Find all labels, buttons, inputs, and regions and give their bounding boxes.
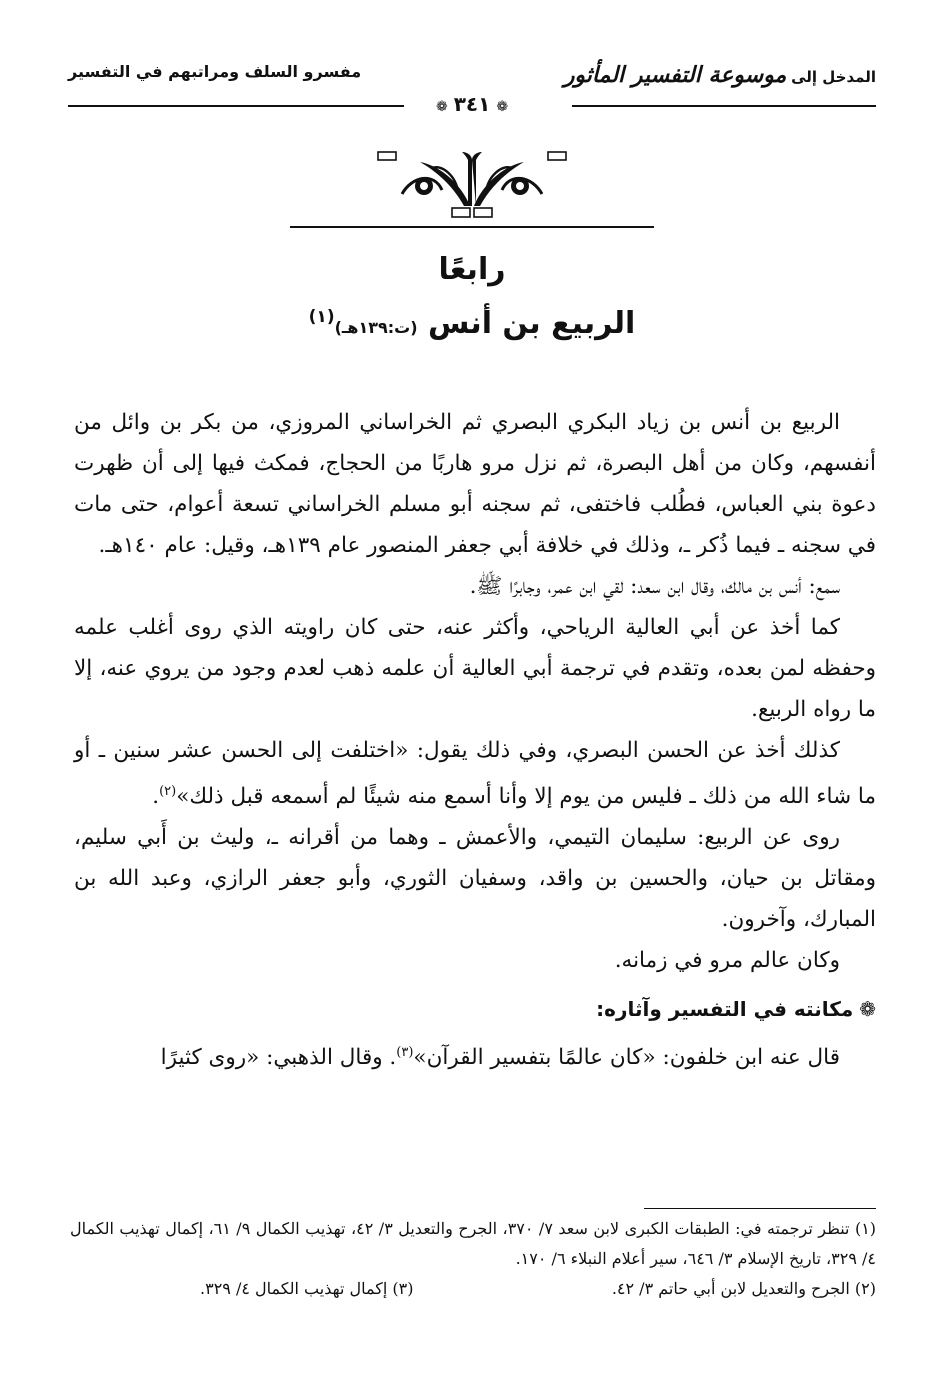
section-ornament-icon xyxy=(372,146,572,220)
paragraph-hasan-end: . xyxy=(152,784,160,810)
running-header-book xyxy=(564,62,876,88)
book-label: المدخل إلى xyxy=(791,68,876,86)
paragraph-biography: الربيع بن أنس بن زياد البكري البصري ثم الخراساني المروزي، من بكر بن وائل من أنفسهم، وكان من أهل البصرة، ثم نزل مرو هاربًا من الحجاج، فمكث فيها إلى أن ظهرت دعوة بني العباس، فطُلب فاختفى، ثم سجنه أبو مسلم الخراساني تسعة أعوام، حتى مات في سجنه ـ فيما ذُكر ـ، وذلك في خلافة أبي جعفر المنصور عام ١٣٩هـ، وقيل: عام ١٤٠هـ. xyxy=(74,410,876,558)
page-number-ornament-icon: ❁ xyxy=(435,99,448,115)
section-title: رابعًا xyxy=(438,252,506,287)
running-header-chapter: مفسرو السلف ومراتبهم في التفسير xyxy=(68,62,362,81)
paragraph-tafsir-b: . وقال الذهبي: «روى كثيرًا xyxy=(160,1045,397,1071)
person-death-date: (ت:١٣٩هـ) xyxy=(334,318,418,337)
header-rule-left xyxy=(68,105,404,107)
header-rule xyxy=(68,94,876,118)
footnote-ref-3[interactable]: (٣) xyxy=(396,1045,414,1061)
footnotes xyxy=(70,1214,876,1304)
subsection-title: مكانته في التفسير وآثاره: xyxy=(596,997,854,1022)
paragraph-students: روى عن الربيع: سليمان التيمي، والأعمش ـ وهما من أقرانه ـ، وليث بن أَبي سليم، ومقاتل بن حيان، والحسين بن واقد، وسفيان الثوري، وأبو جعفر الرازي، وعبد الله بن المبارك، وآخرون. xyxy=(74,825,876,933)
page-number-ornament-icon: ❁ xyxy=(496,99,509,115)
paragraph-hasan-text: كذلك أخذ عن الحسن البصري، وفي ذلك يقول: «اختلفت إلى الحسن عشر سنين ـ أو ما شاء الله من ذلك ـ فليس من يوم إلا وأنا أسمع منه شيئًا لم أسمعه قبل ذلك» xyxy=(74,738,876,810)
paragraph-merv: وكان عالم مرو في زمانه. xyxy=(614,948,840,974)
person-name: الربيع بن أنس xyxy=(428,306,636,341)
paragraph-tafsir xyxy=(74,1032,876,1078)
person-title xyxy=(0,306,944,341)
paragraph-teachers: سمع: أنس بن مالك، وقال ابن سعد: لقي ابن عمر، وجابرًا ﷺ. xyxy=(469,574,840,599)
paragraph-hasan xyxy=(74,730,876,817)
page-number xyxy=(430,92,514,116)
header-rule-right xyxy=(572,105,876,107)
book-title: موسوعة التفسير المأثور xyxy=(563,62,787,88)
footnote-ref-2[interactable]: (٢) xyxy=(159,784,177,799)
footnote-3: (٣) إكمال تهذيب الكمال ٤/ ٣٢٩. xyxy=(200,1279,414,1298)
paragraph-abu-aliya: كما أخذ عن أبي العالية الرياحي، وأكثر عنه، حتى كان راويته الذي روى أغلب علمه وحفظه لمن بعده، وتقدم في ترجمة أبي العالية أن علمه ذهب لعدم وجود من يروي عنه، إلا ما رواه الربيع. xyxy=(74,615,876,722)
footnote-ref-1[interactable]: (١) xyxy=(308,307,335,327)
footnote-rule xyxy=(644,1208,876,1209)
footnote-1: (١) تنظر ترجمته في: الطبقات الكبرى لابن سعد ٧/ ٣٧٠، الجرح والتعديل ٣/ ٤٢، تهذيب الكمال ٩/ ٦١، إكمال تهذيب الكمال ٤/ ٣٢٩، تاريخ الإسلام ٣/ ٦٤٦، سير أعلام النبلاء ٦/ ١٧٠. xyxy=(70,1219,877,1268)
page-number-value: ٣٤١ xyxy=(453,92,491,116)
footnote-pair xyxy=(70,1274,876,1304)
subsection-heading xyxy=(74,989,876,1030)
footnote-2: (٢) الجرح والتعديل لابن أبي حاتم ٣/ ٤٢. xyxy=(611,1279,876,1298)
paragraph-tafsir-a: قال عنه ابن خلفون: «كان عالمًا بتفسير القرآن» xyxy=(413,1045,840,1071)
body-text xyxy=(74,402,876,1078)
flower-ornament-icon: ❁ xyxy=(859,997,876,1022)
ornament-rule xyxy=(290,226,654,228)
